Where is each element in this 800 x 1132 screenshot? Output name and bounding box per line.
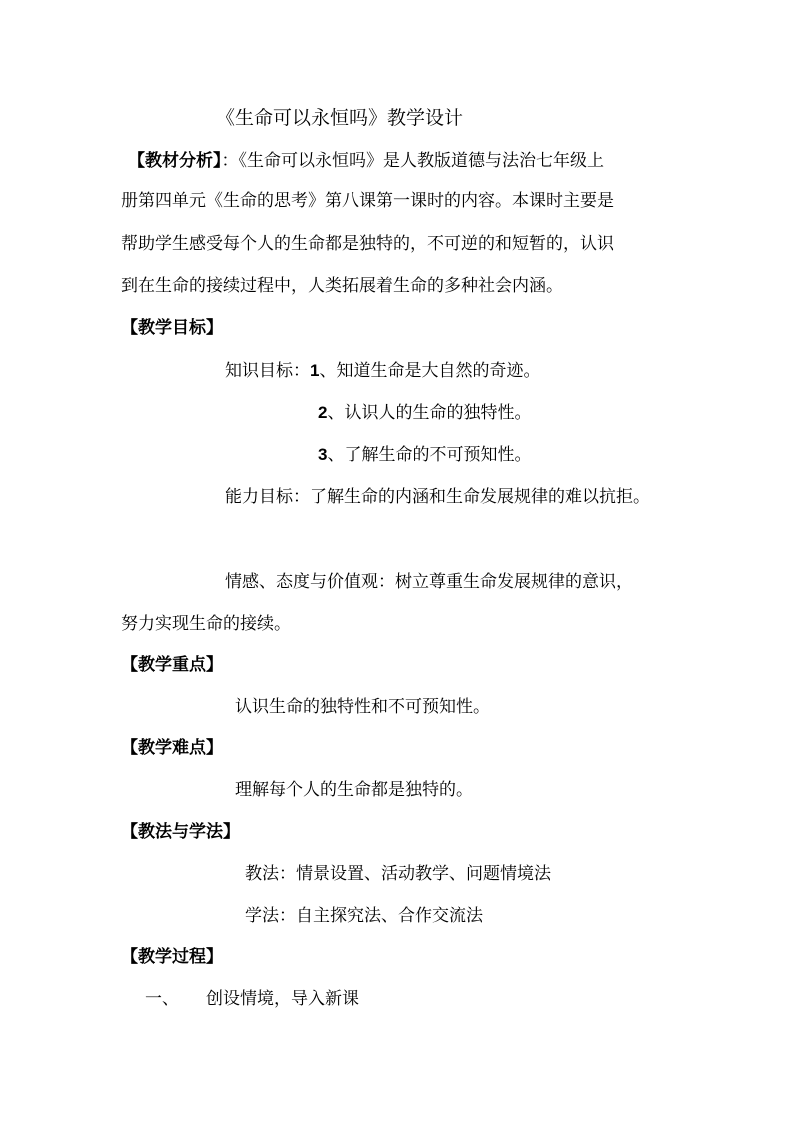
- page-title: 《生命可以永恒吗》教学设计: [216, 107, 464, 129]
- goals-heading: 【教学目标】: [121, 318, 223, 338]
- knowledge-goal-1-number: 1: [310, 361, 320, 380]
- knowledge-goal-2-number: 2: [318, 403, 328, 422]
- analysis-colon: ：: [221, 151, 239, 171]
- emotion-goal-1: 情感、态度与价值观：树立尊重生命发展规律的意识，: [225, 572, 633, 592]
- methods-heading: 【教法与学法】: [121, 822, 240, 842]
- process-step-1-number: 一、: [145, 989, 179, 1009]
- knowledge-goal-1: [225, 360, 540, 382]
- key-points-heading: 【教学重点】: [121, 655, 223, 675]
- knowledge-goal-1-text: 、知道生命是大自然的奇迹。: [319, 361, 541, 381]
- process-step-1-text: 创设情境，导入新课: [206, 989, 359, 1009]
- key-points-text: 认识生命的独特性和不可预知性。: [235, 697, 490, 717]
- analysis-heading: 【教材分析】: [128, 151, 222, 171]
- difficulties-text: 理解每个人的生命都是独特的。: [235, 780, 473, 800]
- learning-method: 学法：自主探究法、合作交流法: [245, 906, 483, 926]
- knowledge-goal-3-number: 3: [318, 445, 328, 464]
- ability-goal: 能力目标：了解生命的内涵和生命发展规律的难以抗拒。: [225, 487, 650, 507]
- knowledge-goal-3: [318, 444, 531, 466]
- analysis-text-2: 册第四单元《生命的思考》第八课第一课时的内容。本课时主要是: [121, 191, 614, 211]
- teaching-method: 教法：情景设置、活动教学、问题情境法: [245, 864, 551, 884]
- analysis-first-line: [128, 150, 604, 172]
- knowledge-label: 知识目标：: [225, 361, 310, 381]
- analysis-text-1: 《生命可以永恒吗》是人教版道德与法治七年级上: [238, 151, 604, 171]
- analysis-text-3: 帮助学生感受每个人的生命都是独特的，不可逆的和短暂的，认识: [121, 234, 614, 254]
- knowledge-goal-2-text: 、认识人的生命的独特性。: [327, 403, 532, 423]
- knowledge-goal-3-text: 、了解生命的不可预知性。: [327, 445, 532, 465]
- emotion-goal-2: 努力实现生命的接续。: [121, 614, 291, 634]
- analysis-text-4: 到在生命的接续过程中，人类拓展着生命的多种社会内涵。: [121, 276, 563, 296]
- process-heading: 【教学过程】: [121, 947, 223, 967]
- difficulties-heading: 【教学难点】: [121, 738, 223, 758]
- knowledge-goal-2: [318, 402, 531, 424]
